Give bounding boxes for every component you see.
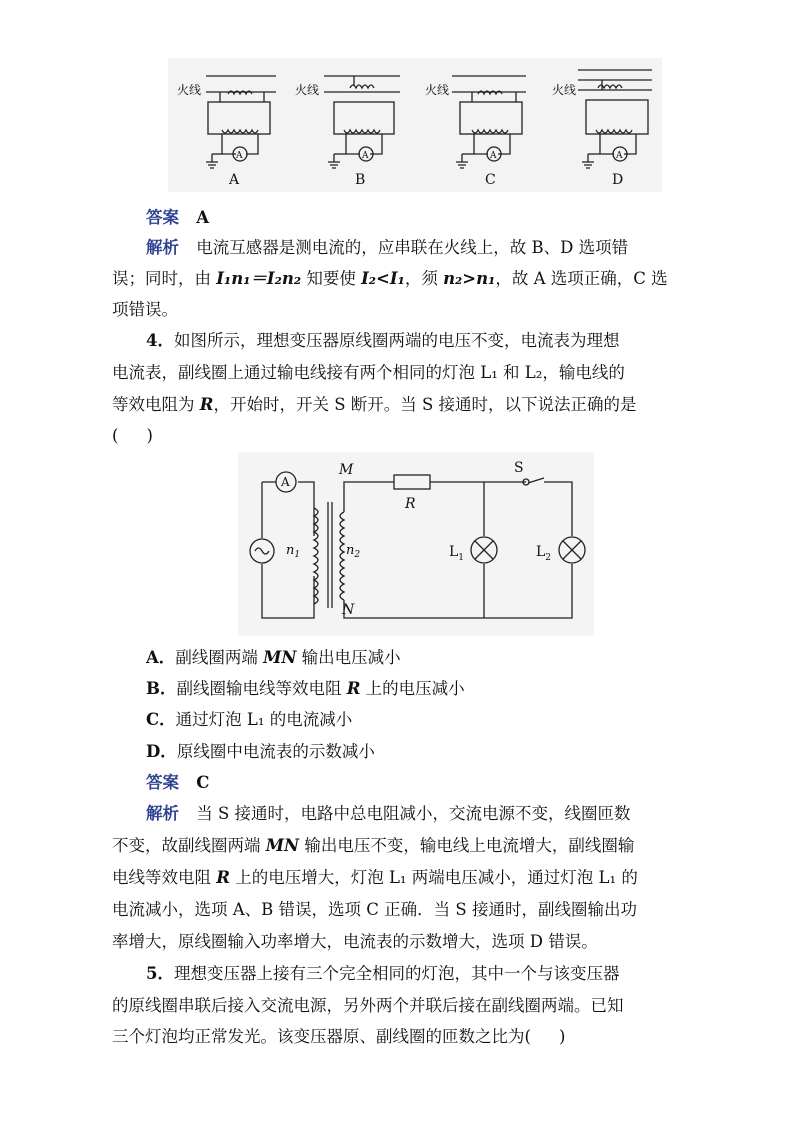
n2-label: $n_2$ [346,543,361,560]
variable: R [199,395,214,414]
q4-analysis-line-5: 率增大，原线圈输入功率增大，电流表的示数增大，选项 D 错误。 [112,932,598,951]
resistor-symbol [394,475,430,489]
option-label: D． [146,742,177,761]
figure-transformer-options [168,58,662,192]
option-text: 输出电压减小 [296,648,401,667]
stem-text: 三个灯泡均正常发光。该变压器原、副线圈的匝数之比为( [112,1027,531,1046]
q5-stem-line-2: 的原线圈串联后接入交流电源，另外两个并联后接在副线圈两端。已知 [112,996,624,1015]
ammeter-label-d: A [616,151,623,161]
node-m-label: M [339,462,354,478]
q4-analysis-line-3 [112,868,687,888]
stem-text: ，开始时，开关 S 断开。当 S 接通时，以下说法正确的是 [213,395,637,414]
switch-label: S [514,460,524,476]
answer-label: 答案 [146,208,179,227]
option-label-d: D [612,172,624,188]
option-label: A． [146,648,176,667]
ammeter-label-b: A [362,151,369,161]
option-text: 原线圈中电流表的示数减小 [176,742,375,761]
option-label: B． [146,679,177,698]
analysis-text: 电流互感器是测电流的，应串联在火线上，故 B、D 选项错 [196,238,629,257]
q5-stem-line-1 [146,964,687,984]
analysis-text: 上的电压增大，灯泡 L₁ 两端电压减小，通过灯泡 L₁ 的 [229,868,638,887]
ammeter-label: A [281,475,290,489]
circuit-diagram [238,452,594,636]
q4-analysis-line-4: 电流减小，选项 A、B 错误，选项 C 正确．当 S 接通时，副线圈输出功 [112,900,637,919]
q4-stem-line-1 [146,331,687,351]
panel-d [578,70,652,168]
analysis-text: 误；同时，由 [112,269,217,288]
figure-circuit [238,452,594,636]
variable: MN [265,836,300,855]
analysis-label: 解析 [146,238,179,257]
option-text: 副线圈两端 [175,648,264,667]
variable: MN [263,648,297,667]
option-text: 上的电压减小 [360,679,465,698]
ammeter-label-c: A [490,151,497,161]
live-wire-label-a: 火线 [177,83,202,97]
q5-stem-line-3 [112,1027,687,1047]
answer-label: 答案 [146,773,179,792]
analysis-label: 解析 [146,804,179,823]
live-wire-label-d: 火线 [552,83,577,97]
stem-text: 等效电阻为 [112,395,200,414]
analysis-text: 输出电压不变，输电线上电流增大，副线圈输 [299,836,635,855]
question-number: 4． [146,331,174,350]
q3-answer [146,208,687,228]
option-label-a: A [229,172,240,188]
stem-text: 理想变压器上接有三个完全相同的灯泡，其中一个与该变压器 [173,964,620,983]
q3-analysis-line-2 [112,269,687,289]
question-number: 5． [146,964,174,983]
stem-text: 如图所示，理想变压器原线圈两端的电压不变，电流表为理想 [173,331,620,350]
analysis-text: 不变，故副线圈两端 [112,836,266,855]
transformer-options-diagram [168,58,662,192]
live-wire-label-c: 火线 [425,83,450,97]
option-label-c: C [485,172,496,188]
live-wire-label-b: 火线 [295,83,320,97]
paren-open: ( [112,426,119,445]
lamp-l1-label: $L_1$ [449,544,465,563]
answer-value: A [196,208,210,227]
q4-analysis-line-2 [112,836,687,856]
analysis-text: 当 S 接通时，电路中总电阻减小，交流电源不变，线圈匝数 [196,804,631,823]
option-label-b: B [355,172,366,188]
q4-answer-bracket [112,426,687,446]
q4-option-b [146,679,687,699]
equation: I₁n₁＝I₂n₂ [216,269,302,288]
condition: n₂>n₁ [443,269,496,288]
variable: R [216,868,230,887]
analysis-text: 知要使 [301,269,362,288]
n1-label: $n_1$ [286,543,301,560]
analysis-text: ，故 A 选项正确，C 选 [495,269,668,288]
answer-value: C [196,773,210,792]
panel-c [452,76,526,168]
q4-stem-line-3 [112,395,687,415]
variable: R [346,679,361,698]
q3-analysis-line-1 [146,238,687,258]
option-text: 通过灯泡 L₁ 的电流减小 [175,710,353,729]
analysis-text: ，须 [404,269,444,288]
q4-option-d [146,742,687,762]
resistor-label: R [405,496,416,512]
q4-option-a [146,648,687,668]
q4-option-c [146,710,687,730]
q4-analysis-line-1 [146,804,687,824]
q3-analysis-line-3: 项错误。 [112,300,178,319]
q4-answer [146,773,687,793]
lamp-l2-label: $L_2$ [536,544,552,563]
option-label: C． [146,710,176,729]
q4-stem-line-2: 电流表，副线圈上通过输电线接有两个相同的灯泡 L₁ 和 L₂，输电线的 [112,363,625,382]
option-text: 副线圈输电线等效电阻 [176,679,347,698]
paren-close: ) [558,1027,566,1046]
paren-close: ) [146,426,153,445]
condition: I₂<I₁ [361,269,405,288]
ammeter-label-a: A [236,151,243,161]
analysis-text: 电线等效电阻 [112,868,217,887]
node-n-label: N [342,602,355,618]
